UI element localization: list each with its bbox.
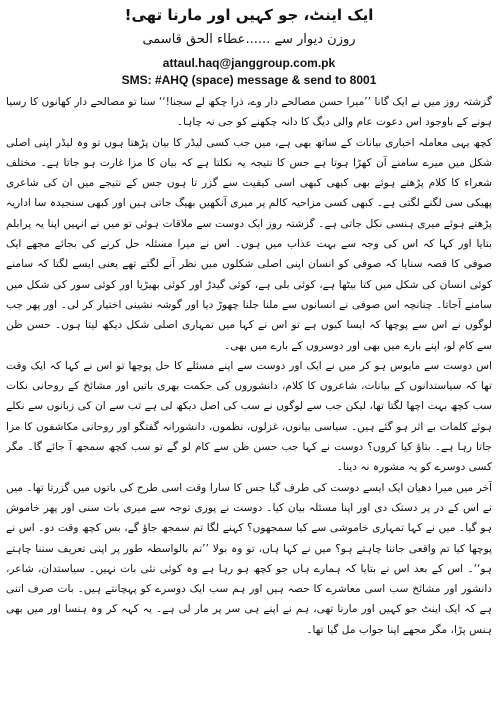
author-email: attaul.haq@janggroup.com.pk bbox=[162, 56, 336, 70]
article-body bbox=[6, 92, 492, 702]
article-paragraph: آخر میں میرا دھیان ایک ایسے دوست کی طرف گیا جس کا سارا وقت اسی طرح کی باتوں میں گزرتا تھا۔ میں نے اس کے در پر دستک دی اور اپنا مسئلہ بیان کیا۔ دوست نے پوری توجہ سے میری بات سنی اور پھر خاموش ہو گیا۔ میں نے کہا تمہاری خاموشی سے کیا سمجھوں؟ کہنے لگا تم سمجھ جاؤ گے، بس کچھ وقت دو۔ اس نے پوچھا کیا تم واقعی جاننا چاہتے ہو؟ میں نے کہا ہاں، تو وہ بولا ’’تم بالواسطہ طور پر اپنی تعریف سننا چاہتے ہو‘‘۔ اس کے بعد اس نے بتایا کہ ہمارے ہاں جو کچھ ہو رہا ہے وہ کوئی نئی بات نہیں۔ سیاستدان، شاعر، دانشور اور مشائخ سب اسی معاشرے کا حصہ ہیں اور ہم سب ایک دوسرے کو پہچانتے ہیں۔ بات صرف اتنی ہے کہ ایک اینٹ جو کہیں اور مارنا تھی، ہم نے اپنے ہی سر پر مار لی ہے۔ یہ کہہ کر وہ ہنسا اور میں بھی ہنس پڑا، مگر مجھے اپنا جواب مل گیا تھا۔ bbox=[6, 481, 492, 636]
article-paragraph: اس دوست سے مایوس ہو کر میں نے ایک اور دوست سے اپنے مسئلے کا حل پوچھا تو اس نے کہا کہ ایک وقت تھا کہ سیاستدانوں کے بیانات، شاعروں کا کلام، دانشوروں کی حکمت بھری باتیں اور مشائخ کے روحانی نکات سب کچھ بہت اچھا لگتا تھا، لیکن جب سے لوگوں نے سب کی اصل دیکھ لی ہے تب سے ان کی زبانوں سے نکلے ہوئے کلمات بے اثر ہو گئے ہیں۔ سیاسی بیانوں، غزلوں، نظموں، دانشورانہ گفتگو اور روحانی مکاشفوں کا مزا جاتا رہا ہے۔ بتاؤ کیا کروں؟ دوست نے کہا جب حسن ظن سے کام لو گے تو سب کچھ سمجھ آ جائے گا۔ مگر کسی دوسرے کو یہ مشورہ نہ دینا۔ bbox=[6, 359, 492, 474]
sms-instructions: SMS: #AHQ (space) message & send to 8001 bbox=[121, 73, 377, 87]
article-byline: روزن دیوار سے ......عطاء الحق قاسمی bbox=[142, 32, 356, 47]
article-paragraph: کچھ یہی معاملہ اخباری بیانات کے ساتھ بھی ہے، میں جب کسی لیڈر کا بیان پڑھتا ہوں تو وہ لیڈر اپنی اصلی شکل میں میرے سامنے آن کھڑا ہوتا ہے جس کا نتیجہ یہ نکلتا ہے کہ بیان کا مزا غارت ہو جاتا ہے۔ مختلف شعراء کا کلام پڑھتے ہوئے بھی کبھی کبھی اسی کیفیت سے گزر تا ہوں جس کے نتیجے میں ان کی شاعری پھیکی سی لگنے لگتی ہے۔ کبھی کسی مزاحیہ کالم پر میری آنکھیں بھیگ جاتی ہیں اور کبھی سنجیدہ سا اداریہ پڑھتے ہوئے میری ہنسی نکل جاتی ہے۔ گزشتہ روز ایک دوست سے ملاقات ہوئی تو میں نے انہیں اپنا یہ پرابلم بتایا اور کہا کہ اس کی وجہ سے بہت عذاب میں ہوں۔ اس نے میرا مسئلہ حل کرنے کی بجائے مجھے ایک صوفی کا قصہ سنایا کہ صوفی کو انسان اپنی اصلی شکلوں میں نظر آنے لگتے تھے یعنی ایسے لگتا کہ سامنے کوئی انسان کی شکل میں کتا بیٹھا ہے، کوئی بلی ہے، کوئی گیدڑ اور کوئی بھیڑیا اور کوئی سور کی شکل میں سامنے آجاتا۔ چنانچہ اس صوفی نے انسانوں سے ملنا جلنا چھوڑ دیا اور گوشہ نشینی اختیار کر لی۔ اور پھر جب لوگوں نے اس سے پوچھا کہ ایسا کیوں ہے تو اس نے کہا میں تمہاری اصلی شکل دیکھ لیتا ہوں۔ حسن ظن سے کام لو، اپنے بارے میں بھی اور دوسروں کے بارے میں بھی۔ bbox=[6, 136, 492, 352]
article-headline: ایک اینٹ، جو کہیں اور مارنا تھی! bbox=[124, 6, 374, 24]
article-paragraph: گزشتہ روز میں نے ایک گانا ’’میرا حسن مصالحے دار وے، ذرا چکھ لے سجنا!‘‘ سنا تو مصالحے دار کھانوں کا رسیا ہونے کے باوجود اس دعوت عام والی دیگ کا دانہ چکھنے کو جی نہ چاہا۔ bbox=[6, 96, 492, 129]
